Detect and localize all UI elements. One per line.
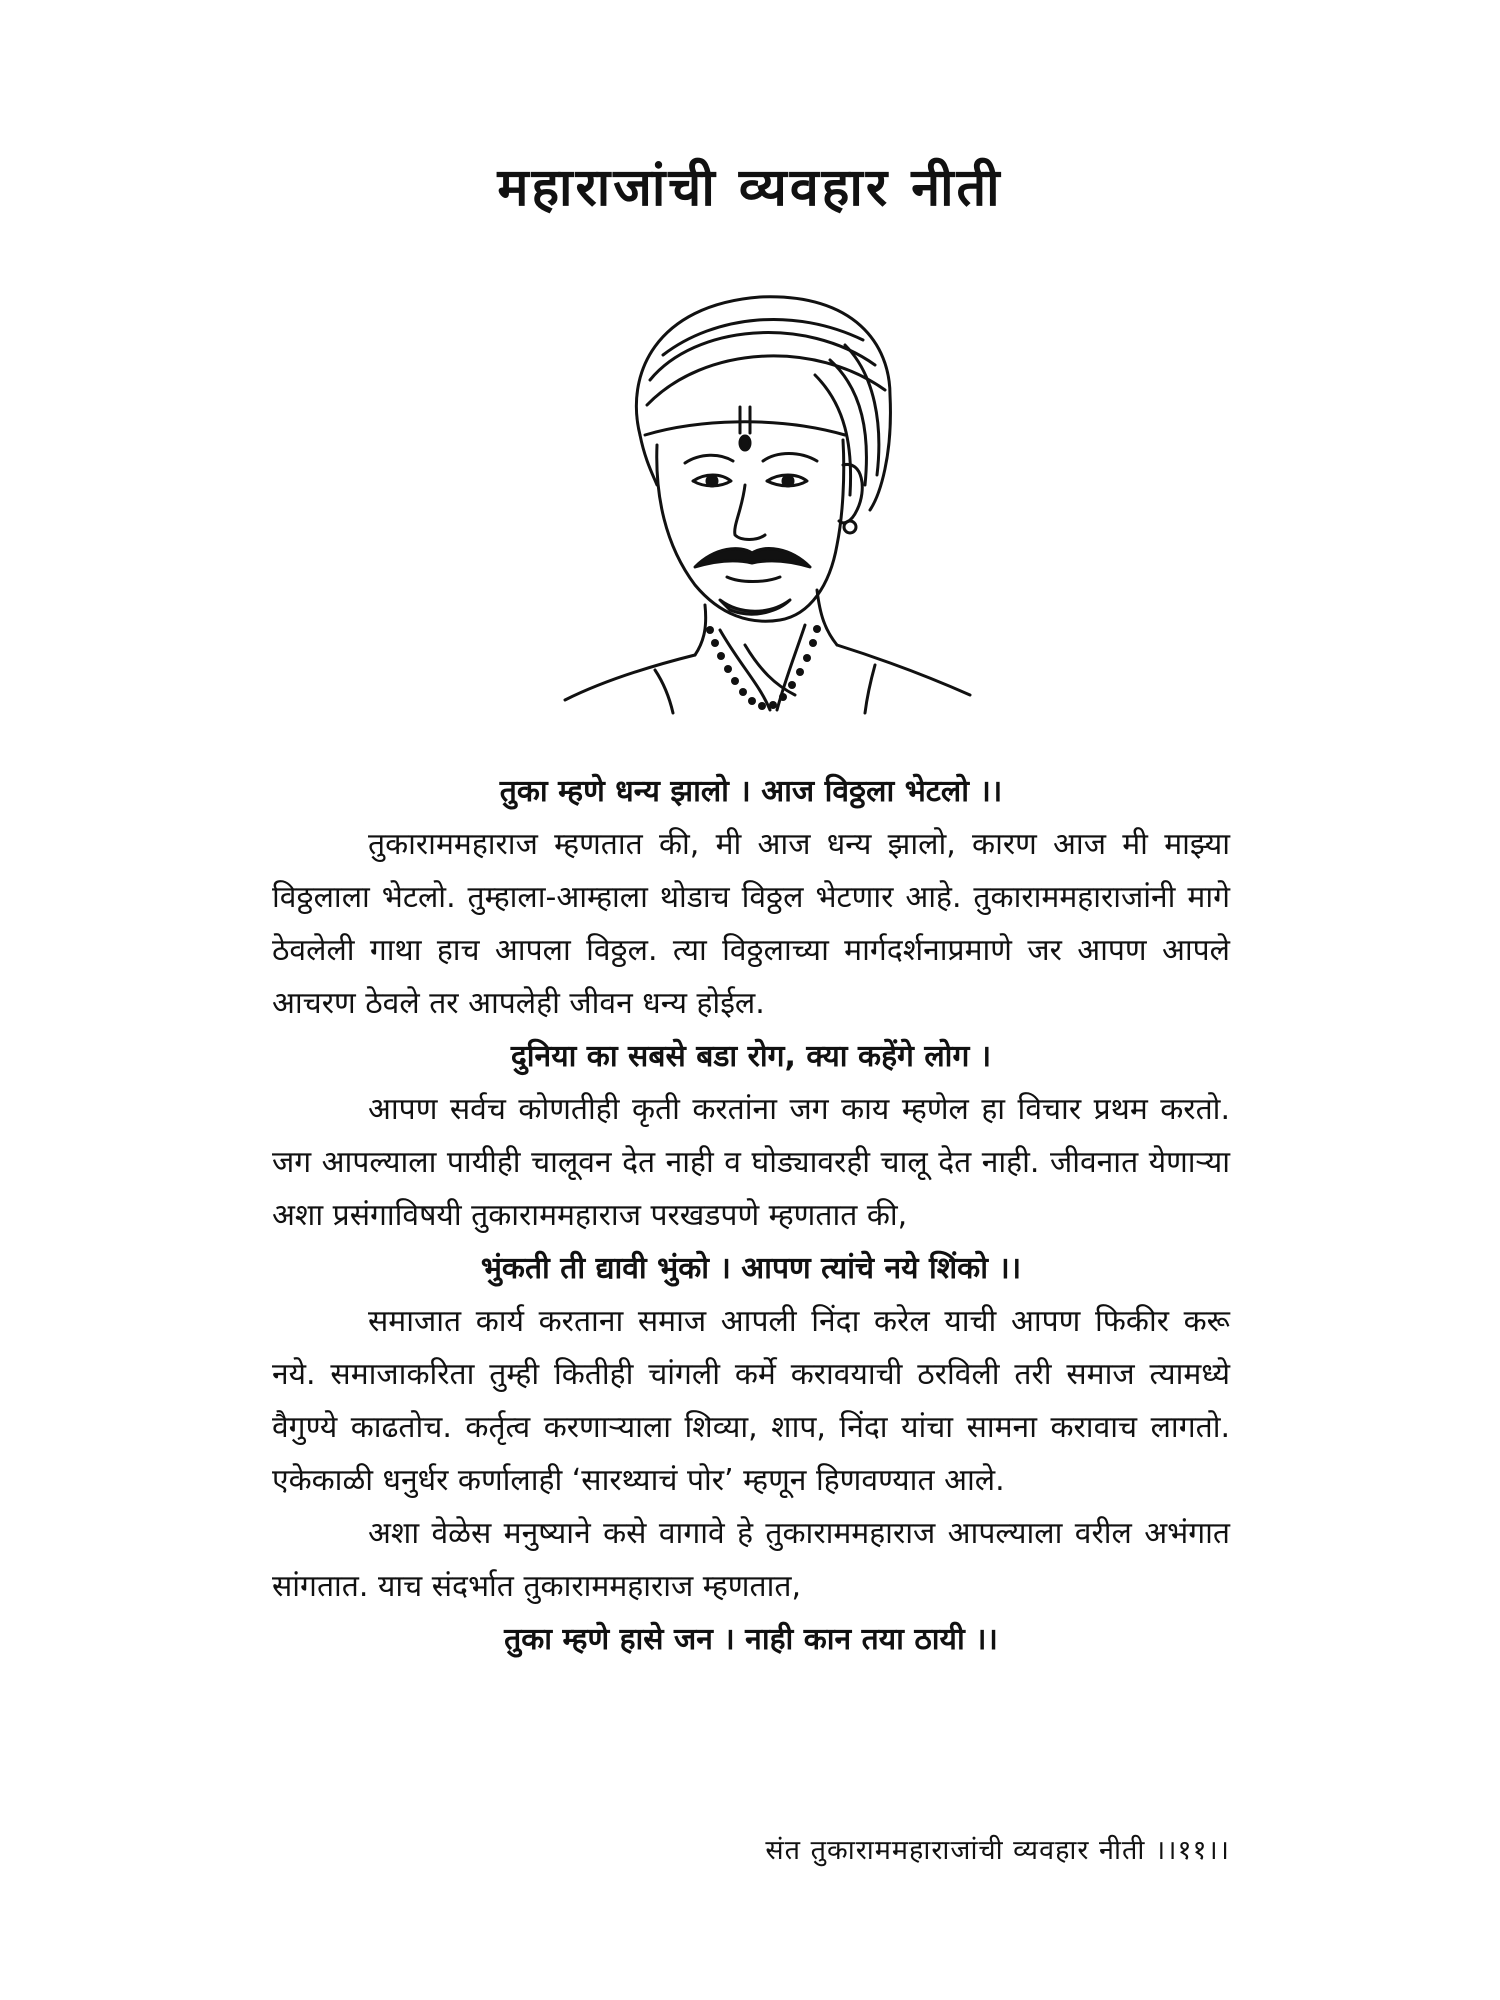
page-title: महाराजांची व्यवहार नीती [497,158,1003,218]
body-text [272,765,1230,1666]
verse-3: भुंकती ती द्यावी भुंको । आपण त्यांचे नये शिंको ।। [480,1251,1022,1286]
paragraph-4: अशा वेळेस मनुष्याने कसे वागावे हे तुकाराममहाराज आपल्याला वरील अभंगात सांगतात. याच संदर्भात तुकाराममहाराज म्हणतात, [272,1516,1230,1604]
paragraph-1: तुकाराममहाराज म्हणतात की, मी आज धन्य झालो, कारण आज मी माझ्या विठ्ठलाला भेटलो. तुम्हाला-आम्हाला थोडाच विठ्ठल भेटणार आहे. तुकाराममहाराजांनी मागे ठेवलेली गाथा हाच आपला विठ्ठल. त्या विठ्ठलाच्या मार्गदर्शनाप्रमाणे जर आपण आपले आचरण ठेवले तर आपलेही जीवन धन्य होईल. [272,827,1230,1021]
verse-1: तुका म्हणे धन्य झालो । आज विठ्ठला भेटलो ।। [499,774,1003,809]
page-footer: संत तुकाराममहाराजांची व्यवहार नीती ।।११।। [765,1835,1230,1866]
verse-4: तुका म्हणे हासे जन । नाही कान तया ठायी ।। [504,1622,998,1657]
portrait-illustration [545,285,985,715]
verse-2: दुनिया का सबसे बडा रोग, क्या कहेंगे लोग । [510,1039,992,1074]
paragraph-3: समाजात कार्य करताना समाज आपली निंदा करेल याची आपण फिकीर करू नये. समाजाकरिता तुम्ही कितीही चांगली कर्मे करावयाची ठरविली तरी समाज त्यामध्ये वैगुण्ये काढतोच. कर्तृत्व करणाऱ्याला शिव्या, शाप, निंदा यांचा सामना करावाच लागतो. एकेकाळी धनुर्धर कर्णालाही ‘सारथ्याचं पोर’ म्हणून हिणवण्यात आले. [272,1304,1230,1498]
paragraph-2: आपण सर्वच कोणतीही कृती करतांना जग काय म्हणेल हा विचार प्रथम करतो. जग आपल्याला पायीही चालूवन देत नाही व घोड्यावरही चालू देत नाही. जीवनात येणाऱ्या अशा प्रसंगाविषयी तुकाराममहाराज परखडपणे म्हणतात की, [272,1092,1230,1233]
